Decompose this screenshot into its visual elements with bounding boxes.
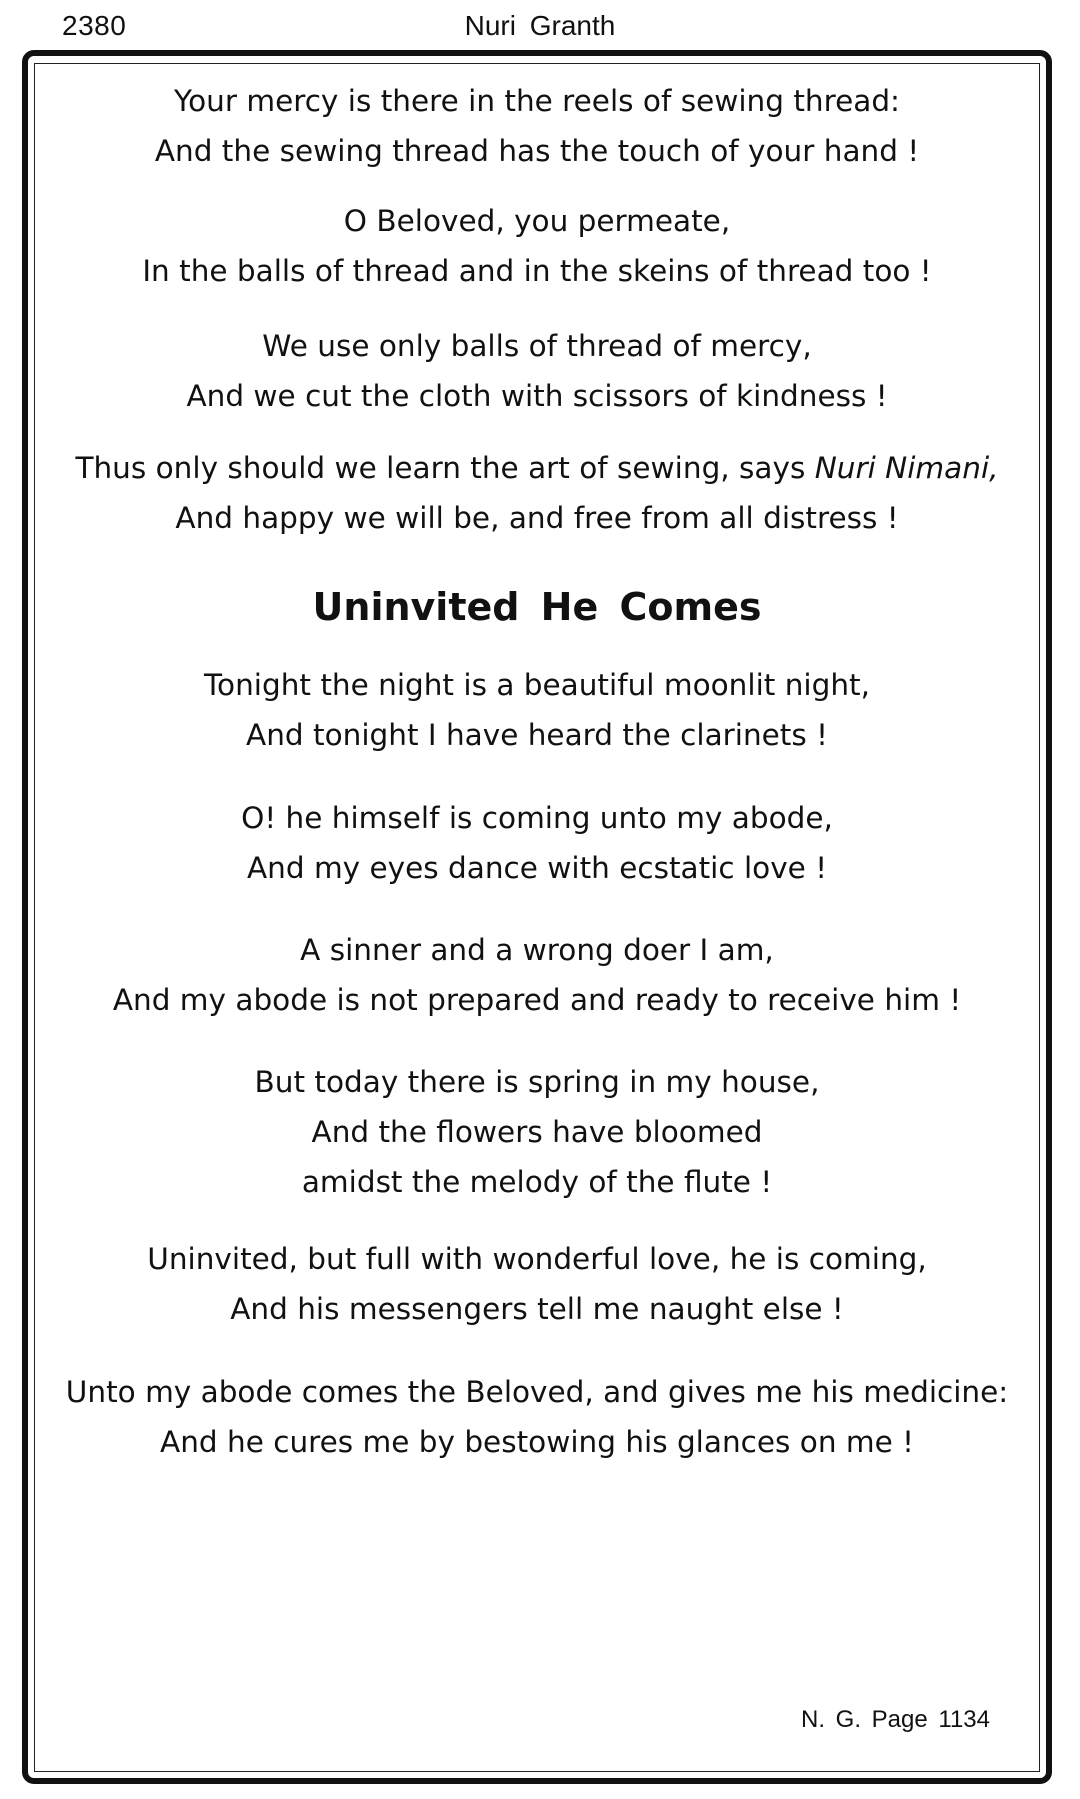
poem-line: O! he himself is coming unto my abode, (241, 801, 833, 835)
poem-line: And tonight I have heard the clarinets ! (246, 718, 828, 752)
poem-line: And the flowers have bloomed (311, 1115, 763, 1149)
poem-title: Uninvited He Comes (312, 585, 762, 629)
poem-line: And happy we will be, and free from all distress ! (175, 501, 899, 535)
poem-line: O Beloved, you permeate, (343, 204, 731, 238)
poem-line: But today there is spring in my house, (254, 1065, 820, 1099)
stanza-1 (34, 660, 1040, 760)
poem-line: Uninvited, but full with wonderful love, he is coming, (147, 1242, 927, 1276)
page-number: 2380 (62, 10, 127, 41)
poem-line: Unto my abode comes the Beloved, and gives me his medicine: (65, 1375, 1009, 1409)
stanza-prev-3 (34, 321, 1040, 421)
stanza-prev-1 (34, 76, 1040, 176)
stanza-prev-2 (34, 196, 1040, 296)
poem-line: Tonight the night is a beautiful moonlit night, (204, 668, 870, 702)
poem-line: And my eyes dance with ecstatic love ! (246, 851, 828, 885)
poem-line-text: Thus only should we learn the art of sewing, says (75, 451, 815, 485)
poem-line-with-author (34, 443, 1040, 493)
stanza-prev-4 (34, 443, 1040, 543)
inner-frame (34, 63, 1040, 1772)
stanza-2 (34, 793, 1040, 893)
stanza-5 (34, 1234, 1040, 1334)
poem-line: And we cut the cloth with scissors of kindness ! (186, 379, 888, 413)
stanza-3 (34, 925, 1040, 1025)
poem-line: Your mercy is there in the reels of sewing thread: (173, 84, 900, 118)
poem-line: And he cures me by bestowing his glances on me ! (160, 1425, 914, 1459)
page-reference: N. G. Page 1134 (801, 1706, 990, 1733)
poem-line: And the sewing thread has the touch of your hand ! (154, 134, 920, 168)
stanza-6 (34, 1367, 1040, 1467)
stanza-4 (34, 1057, 1040, 1207)
poem-line: A sinner and a wrong doer I am, (300, 933, 774, 967)
poem-line: amidst the melody of the flute ! (301, 1165, 773, 1199)
poem-line: We use only balls of thread of mercy, (262, 329, 812, 363)
running-title: Nuri Granth (464, 10, 616, 41)
poem-line: And my abode is not prepared and ready to receive him ! (112, 983, 962, 1017)
author-name: Nuri Nimani, (814, 451, 999, 485)
poem-line: And his messengers tell me naught else ! (230, 1292, 844, 1326)
poem-line: In the balls of thread and in the skeins of thread too ! (142, 254, 932, 288)
